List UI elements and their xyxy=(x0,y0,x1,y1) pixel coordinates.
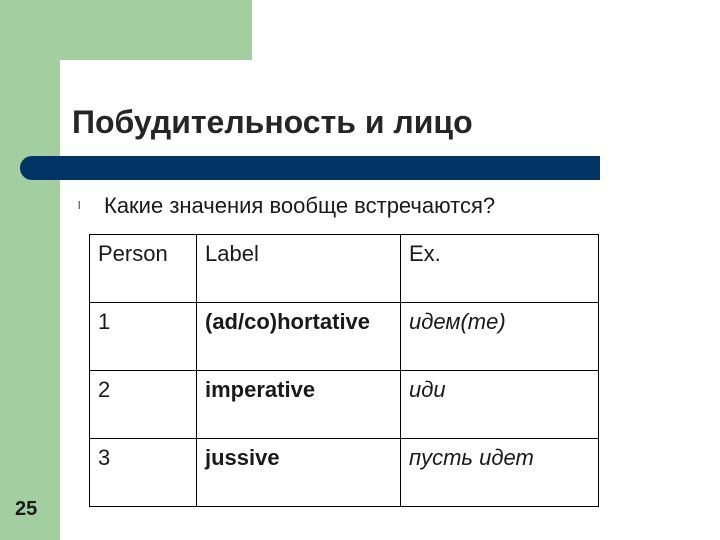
cell-label: imperative xyxy=(197,371,401,439)
cell-person: 3 xyxy=(90,439,197,507)
table-header-row xyxy=(90,235,599,303)
bullet-question: Какие значения вообще встречаются? xyxy=(104,193,496,218)
table-row xyxy=(90,303,599,371)
table-row xyxy=(90,439,599,507)
header-example: Ex. xyxy=(401,235,599,303)
page-number: 25 xyxy=(15,498,38,520)
title-underline-bar xyxy=(20,156,600,180)
cell-label: (ad/co)hortative xyxy=(197,303,401,371)
cell-example: идем(те) xyxy=(401,303,599,371)
decor-green-left xyxy=(0,0,60,540)
bullet-icon: l xyxy=(78,200,81,212)
person-label-table xyxy=(89,234,599,507)
cell-example: пусть идет xyxy=(401,439,599,507)
header-label: Label xyxy=(197,235,401,303)
table-row xyxy=(90,371,599,439)
cell-example: иди xyxy=(401,371,599,439)
cell-person: 1 xyxy=(90,303,197,371)
cell-label: jussive xyxy=(197,439,401,507)
cell-person: 2 xyxy=(90,371,197,439)
header-person: Person xyxy=(90,235,197,303)
slide-title: Побудительность и лицо xyxy=(72,104,473,140)
